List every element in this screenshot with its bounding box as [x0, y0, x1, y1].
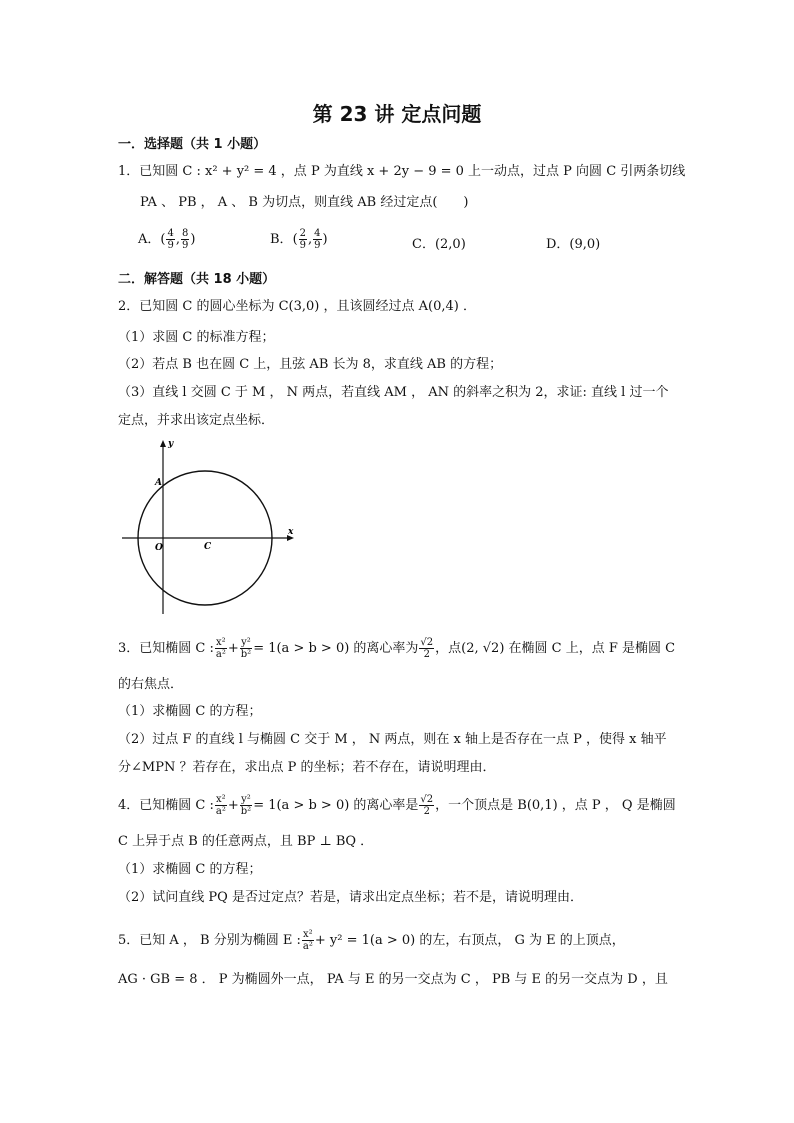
q1-option-d: D．(9,0)	[546, 237, 601, 252]
q1-text-line1: 1．已知圆 C : x² + y² = 4 ，点 P 为直线 x + 2y − 9 = 0 上一动点，过点 P 向圆 C 引两条切线	[118, 164, 686, 179]
q4-frac-x-den: a²	[215, 806, 226, 817]
q3-frac-y-den: b²	[240, 649, 252, 660]
q1-option-a: A．( $\frac{4}{9}$ , $\frac{8}{9}$ )	[138, 228, 196, 251]
q4-text-b: = 1(a > b > 0) 的离心率是	[253, 798, 419, 813]
q3-frac-e-num: √2	[420, 637, 434, 648]
section-heading-choice: 一．选择题（共 1 小题）	[118, 137, 267, 152]
q2-part1: （1）求圆 C 的标准方程；	[118, 330, 275, 345]
q3-text-a: 3．已知椭圆 C :	[118, 641, 214, 656]
q4-part2: （2）试问直线 PQ 是否过定点？若是，请求出定点坐标；若不是，请说明理由．	[118, 890, 583, 905]
center-c-label: C	[204, 542, 212, 552]
q3-part2-line1: （2）过点 F 的直线 l 与椭圆 C 交于 M ， N 两点，则在 x 轴上是否存在一点 P ，使得 x 轴平	[118, 732, 667, 747]
q5-text-a: 5．已知 A ， B 分别为椭圆 E :	[118, 933, 301, 948]
q3-frac-x-den: a²	[215, 649, 226, 660]
q4-frac-y	[240, 794, 252, 817]
q1-option-b-label: B．	[270, 232, 293, 247]
q4-text-line2: C 上异于点 B 的任意两点，且 BP ⊥ BQ ．	[118, 834, 374, 849]
q3-frac-e-den: 2	[423, 649, 430, 660]
q5-text-line1	[118, 929, 625, 952]
q1-option-a-den1: 9	[167, 240, 174, 251]
q5-frac-x-num: x²	[303, 929, 313, 940]
q1-text-line2: PA 、 PB ， A 、 B 为切点，则直线 AB 经过定点( )	[140, 195, 469, 210]
q1-option-b-den2: 9	[314, 240, 321, 251]
q5-frac-x-den: a²	[302, 941, 313, 952]
q1-option-b: B．( $\frac{2}{9}$ , $\frac{4}{9}$ )	[270, 228, 328, 251]
q1-option-a-num2: 8	[181, 228, 189, 239]
q2-text-line1: 2．已知圆 C 的圆心坐标为 C(3,0) ，且该圆经过点 A(0,4) ．	[118, 299, 476, 314]
q3-plus: +	[227, 641, 239, 656]
y-axis-label: y	[168, 439, 174, 449]
q1-option-b-frac1	[299, 228, 307, 251]
q1-option-c: C．(2,0)	[412, 237, 466, 252]
q4-frac-e-den: 2	[423, 806, 430, 817]
q2-part3-line2: 定点，并求出该定点坐标．	[118, 413, 275, 428]
section-heading-answer: 二．解答题（共 18 小题）	[118, 272, 276, 287]
q3-frac-y	[240, 637, 252, 660]
q1-option-a-label: A．	[138, 232, 161, 247]
page-title: 第 23 讲 定点问题	[312, 102, 482, 126]
q4-frac-x	[215, 794, 227, 817]
q3-frac-x-num: x²	[216, 637, 226, 648]
q3-frac-x	[215, 637, 227, 660]
q5-text-b: + y² = 1(a > 0) 的左，右顶点， G 为 E 的上顶点，	[314, 933, 625, 948]
x-axis-label: x	[288, 527, 294, 537]
q3-frac-y-num: y²	[241, 637, 251, 648]
q5-text-line2: AG · GB = 8 ． P 为椭圆外一点， PA 与 E 的另一交点为 C ， PB 与 E 的另一交点为 D ，且	[118, 972, 668, 987]
q4-frac-x-num: x²	[216, 794, 226, 805]
q1-option-a-frac2	[181, 228, 189, 251]
q4-frac-e	[419, 794, 434, 817]
q1-option-a-num1: 4	[167, 228, 174, 239]
q5-frac-x	[302, 929, 314, 952]
q3-text-line1	[118, 637, 675, 660]
q1-option-b-num2: 4	[314, 228, 321, 239]
q1-option-b-den1: 9	[299, 240, 307, 251]
q3-part1: （1）求椭圆 C 的方程；	[118, 704, 262, 719]
q4-plus: +	[227, 798, 239, 813]
q2-part2: （2）若点 B 也在圆 C 上，且弦 AB 长为 8，求直线 AB 的方程；	[118, 357, 503, 372]
circle-figure	[118, 438, 318, 618]
q4-text-line1	[118, 794, 676, 817]
q1-option-a-frac1	[166, 228, 174, 251]
point-a-label: A	[155, 478, 162, 488]
q1-option-b-frac2	[313, 228, 321, 251]
q4-frac-y-den: b²	[240, 806, 252, 817]
origin-label: O	[155, 543, 163, 553]
q3-frac-e	[419, 637, 434, 660]
q4-frac-e-num: √2	[420, 794, 434, 805]
q4-text-c: ，一个顶点是 B(0,1) ，点 P ， Q 是椭圆	[435, 798, 676, 813]
q4-text-a: 4．已知椭圆 C :	[118, 798, 214, 813]
q1-option-a-den2: 9	[181, 240, 189, 251]
q3-part2-line2: 分∠MPN ？若存在，求出点 P 的坐标；若不存在，请说明理由．	[118, 760, 496, 775]
q2-part3-line1: （3）直线 l 交圆 C 于 M ， N 两点，若直线 AM ， AN 的斜率之积为 2，求证: 直线 l 过一个	[118, 385, 669, 400]
q3-text-b: = 1(a > b > 0) 的离心率为	[253, 641, 419, 656]
q1-option-b-num1: 2	[299, 228, 307, 239]
q3-text-c: ，点(2, √2) 在椭圆 C 上，点 F 是椭圆 C	[435, 641, 676, 656]
y-axis-arrow	[160, 440, 166, 447]
q4-frac-y-num: y²	[241, 794, 251, 805]
q4-part1: （1）求椭圆 C 的方程；	[118, 862, 262, 877]
q3-text-line2: 的右焦点．	[118, 677, 184, 692]
